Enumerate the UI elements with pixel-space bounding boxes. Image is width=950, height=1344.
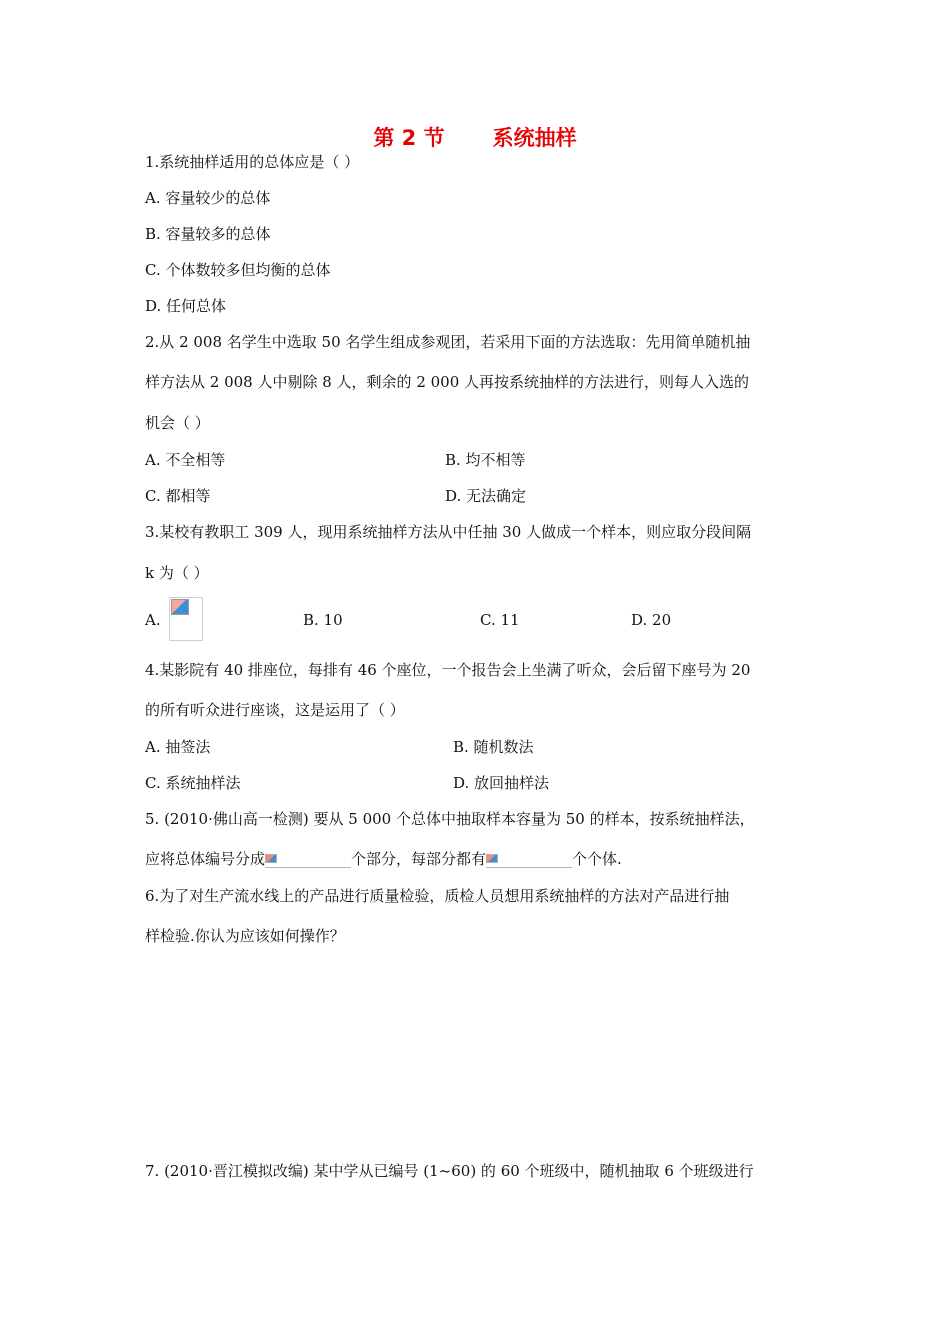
q5-text-a: 应将总体编号分成 (145, 850, 266, 868)
q3-option-c: C. 11 (480, 611, 520, 629)
q1-option-a: A. 容量较少的总体 (145, 189, 271, 207)
q5-blank-2[interactable] (486, 853, 572, 868)
q3-stem-line2: k 为（ ） (145, 564, 209, 582)
q3-option-a-image (169, 597, 203, 641)
q2-option-b: B. 均不相等 (445, 451, 526, 469)
broken-image-icon (265, 854, 277, 863)
q4-option-c: C. 系统抽样法 (145, 774, 241, 792)
q3-option-b: B. 10 (303, 611, 343, 629)
q1-option-d: D. 任何总体 (145, 297, 227, 315)
q2-stem-line3: 机会（ ） (145, 414, 210, 432)
q5-text-b: 个部分，每部分都有 (351, 850, 487, 868)
title-topic: 系统抽样 (492, 126, 577, 150)
q5-stem-line2 (145, 849, 622, 869)
q2-option-d: D. 无法确定 (445, 487, 527, 505)
q2-option-c: C. 都相等 (145, 487, 211, 505)
q4-option-b: B. 随机数法 (453, 738, 534, 756)
q6-stem-line1: 6.为了对生产流水线上的产品进行质量检验，质检人员想用系统抽样的方法对产品进行抽 (145, 887, 730, 905)
q1-option-c: C. 个体数较多但均衡的总体 (145, 261, 331, 279)
title-section-number: 第 2 节 (373, 126, 445, 150)
q3-option-d: D. 20 (631, 611, 672, 629)
broken-image-icon (486, 854, 498, 863)
q2-stem-line2: 样方法从 2 008 人中剔除 8 人，剩余的 2 000 人再按系统抽样的方法进行，则每人入选的 (145, 373, 750, 391)
q3-option-a: A. (145, 611, 161, 629)
q2-stem-line1: 2.从 2 008 名学生中选取 50 名学生组成参观团，若采用下面的方法选取：先用简单随机抽 (145, 333, 751, 351)
q6-stem-line2: 样检验.你认为应该如何操作？ (145, 927, 345, 945)
q5-stem-line1: 5. (2010·佛山高一检测) 要从 5 000 个总体中抽取样本容量为 50 的样本，按系统抽样法， (145, 810, 755, 828)
q4-option-a: A. 抽签法 (145, 738, 211, 756)
q3-stem-line1: 3.某校有教职工 309 人，现用系统抽样方法从中任抽 30 人做成一个样本，则应取分段间隔 (145, 523, 752, 541)
q7-stem-line1: 7. (2010·晋江模拟改编) 某中学从已编号 (1~60) 的 60 个班级中，随机抽取 6 个班级进行 (145, 1162, 754, 1180)
broken-image-icon (171, 599, 189, 615)
q5-text-c: 个个体. (572, 850, 622, 868)
q4-stem-line2: 的所有听众进行座谈，这是运用了（ ） (145, 701, 405, 719)
q4-option-d: D. 放回抽样法 (453, 774, 550, 792)
q4-stem-line1: 4.某影院有 40 排座位，每排有 46 个座位，一个报告会上坐满了听众，会后留下座号为 20 (145, 661, 751, 679)
q5-blank-1[interactable] (265, 853, 351, 868)
q1-stem: 1.系统抽样适用的总体应是（ ） (145, 153, 360, 171)
q2-option-a: A. 不全相等 (145, 451, 226, 469)
q1-option-b: B. 容量较多的总体 (145, 225, 271, 243)
page-title (0, 122, 950, 152)
